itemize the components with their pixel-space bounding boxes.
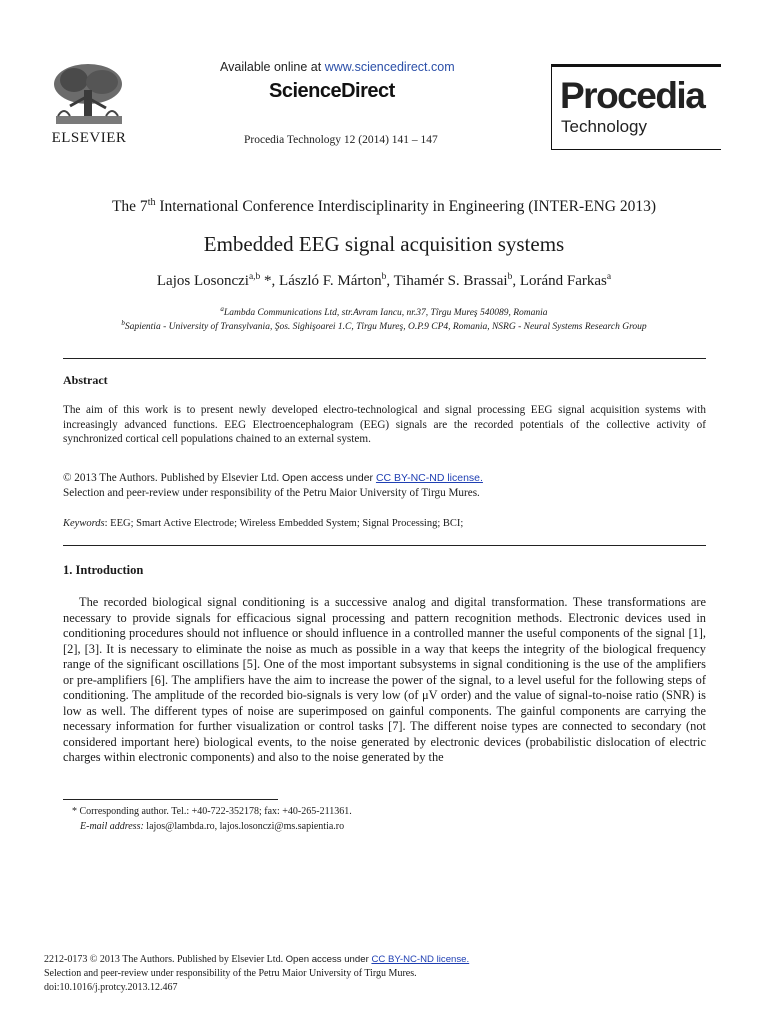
intro-paragraph: The recorded biological signal conditioning is a successive analog and digital transformation. These transformations are necessary to provide signals for efficacious signal processing and pattern recognition methods. Electronic devices used in conditioning procedures should not influence or should influence in a controlled manner the useful components of the signal [1], [2], [3]. It is necessary to eliminate the noise as much as possible in a way that keeps the integrity of the biological frequency range of the significant oscillations [5]. One of the most important subsystems in signal conditioning is the use of the amplifiers or pre-amplifiers [6]. The amplifiers have the aim to increase the power of the signal, to a level useful for the following steps of conditioning. The amplitude of the recorded bio-signals is very low (of μV order) and the value of signal-to-noise ratio (SNR) is low as well. The different types of noise are superimposed on gainful components. The gainful components are carrying the necessary information for further visualization or control tasks [7]. The different noise types are connected to secondary (not considered important here) biological events, to the noise generated by electronic devices (probabilistic dislocation of electric charges within electronic components) and also to the noise generated by the — [63, 595, 706, 764]
affiliation-text: Lambda Communications Ltd, str.Avram Iancu, nr.37, Tîrgu Mureş 540089, Romania — [223, 308, 548, 319]
corresponding-author: * Corresponding author. Tel.: +40-722-352178; fax: +40-265-211361. — [72, 806, 352, 817]
affiliation-mark: a — [220, 305, 224, 313]
peer-review-bottom: Selection and peer-review under responsibility of the Petru Maior University of Tirgu Mures. — [44, 968, 417, 979]
email-label: E-mail address: — [80, 821, 144, 832]
elsevier-logo — [44, 62, 134, 148]
affiliation-mark: b — [121, 319, 125, 327]
keywords-text: : EEG; Smart Active Electrode; Wireless Embedded System; Signal Processing; BCI; — [104, 518, 464, 529]
conference-post: International Conference Interdisciplinarity in Engineering (INTER-ENG 2013) — [155, 198, 657, 216]
open-access-text: Open access under — [281, 472, 376, 484]
divider-top — [63, 358, 706, 359]
affiliation-text: Sapientia - University of Transylvania, Şos. Sighişoarei 1.C, Tîrgu Mureş, O.P.9 CP4, Romania, NSRG - Neural Systems Research Group — [124, 322, 647, 333]
conference-line — [0, 197, 768, 216]
abstract-body: The aim of this work is to present newly developed electro-technological and signal processing EEG signal acquisition systems with increasingly advanced functions. EEG Electroencephalogram (EEG) signals are the recorded potentials of the collective activity of synchronized cortical cell populations chained to an external system. — [63, 404, 706, 445]
author-affil: a — [606, 272, 612, 282]
peer-review-line: Selection and peer-review under responsibility of the Petru Maior University of Tirgu Mures. — [63, 486, 480, 499]
author-sep: , — [512, 273, 520, 289]
keywords-line — [63, 518, 706, 529]
available-prefix: Available online at — [220, 60, 325, 74]
email-address: lajos@lambda.ro, lajos.losonczi@ms.sapientia.ro — [143, 821, 345, 832]
copyright-block — [63, 471, 706, 500]
procedia-subtitle: Technology — [561, 117, 648, 136]
author-sep: *, — [260, 273, 280, 289]
section-heading: 1. Introduction — [63, 563, 144, 577]
abstract-heading: Abstract — [63, 373, 108, 387]
copyright-line — [63, 471, 706, 486]
procedia-logo — [551, 64, 721, 150]
procedia-name: Procedia — [560, 75, 705, 116]
copyright-text: © 2013 The Authors. Published by Elsevier Ltd. — [63, 472, 282, 484]
divider-bottom — [63, 545, 706, 546]
conference-pre: The 7 — [111, 198, 148, 216]
keywords-label: Keywords — [63, 518, 105, 529]
affiliation-a — [0, 305, 768, 318]
author-affil: a,b — [248, 272, 261, 282]
open-access-text: Open access under — [285, 954, 372, 965]
footnote-divider — [63, 799, 278, 800]
author-name: Tihamér S. Brassai — [393, 273, 508, 289]
conference-sup: th — [147, 197, 156, 208]
sciencedirect-link[interactable]: www.sciencedirect.com — [324, 60, 455, 74]
author-name: Loránd Farkas — [519, 273, 607, 289]
doi-line: doi:10.1016/j.protcy.2013.12.467 — [44, 982, 178, 993]
license-link[interactable]: CC BY-NC-ND license. — [375, 472, 483, 484]
affiliation-b — [0, 319, 768, 332]
publisher-name: ELSEVIER — [51, 130, 127, 146]
sciencedirect-brand: ScienceDirect — [269, 80, 395, 102]
paper-title: Embedded EEG signal acquisition systems — [203, 232, 565, 256]
author-affil: b — [507, 272, 513, 282]
journal-reference: Procedia Technology 12 (2014) 141 – 147 — [244, 134, 438, 146]
issn-line — [44, 954, 744, 965]
issn-text: 2212-0173 © 2013 The Authors. Published by Elsevier Ltd. — [44, 954, 286, 965]
author-list — [0, 272, 768, 290]
author-affil: b — [381, 272, 387, 282]
author-name: László F. Márton — [279, 273, 382, 289]
elsevier-tree-icon — [50, 62, 128, 128]
license-link-bottom[interactable]: CC BY-NC-ND license. — [371, 954, 470, 965]
author-sep: , — [386, 273, 394, 289]
author-name: Lajos Losonczi — [156, 273, 249, 289]
email-line — [80, 821, 720, 832]
available-online — [220, 60, 455, 74]
